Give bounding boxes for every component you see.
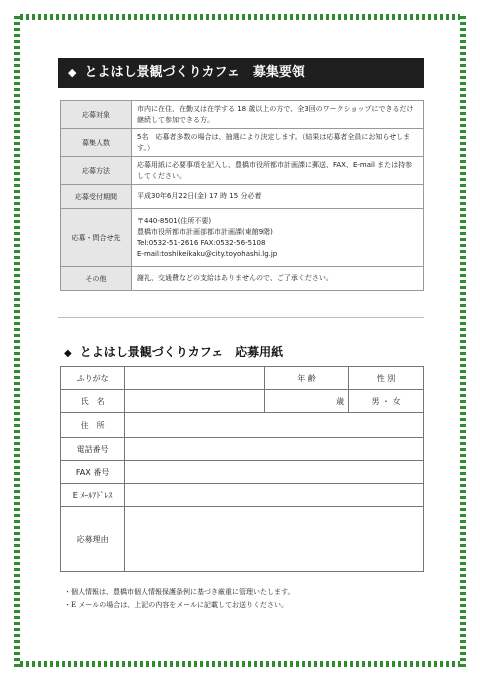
table-row: [61, 129, 424, 157]
table-row: [61, 413, 424, 438]
row-head: その他: [61, 267, 132, 291]
border-right: [460, 14, 466, 667]
email-line: E-mail:toshikeikaku@city.toyohashi.lg.jp: [137, 249, 278, 258]
row-value: 市内に在住、在勤又は在学する 18 歳以上の方で、全3回のワークショップにできるだけ継続して参加できる方。: [132, 101, 424, 129]
application-title: とよはし景観づくりカフェ 応募用紙: [79, 345, 284, 359]
table-row: [61, 185, 424, 209]
row-head: 応募方法: [61, 157, 132, 185]
reason-field[interactable]: [125, 507, 424, 572]
table-row: [61, 367, 424, 390]
address-label: 住 所: [61, 413, 125, 438]
office-line: 豊橋市役所都市計画部都市計画課(東館9階): [137, 227, 273, 236]
email-label: E ﾒｰﾙｱﾄﾞﾚｽ: [61, 484, 125, 507]
table-row: [61, 267, 424, 291]
phone-field[interactable]: [125, 438, 424, 461]
phone-label: 電話番号: [61, 438, 125, 461]
diamond-icon: ◆: [64, 348, 72, 359]
age-label: 年 齢: [264, 367, 348, 390]
application-heading: [64, 343, 283, 360]
table-row: [61, 438, 424, 461]
row-head: 応募・問合せ先: [61, 209, 132, 267]
table-row: [61, 507, 424, 572]
address-field[interactable]: [125, 413, 424, 438]
reason-label: 応募理由: [61, 507, 125, 572]
gender-field[interactable]: 男 ・ 女: [349, 390, 424, 413]
furigana-label: ふりがな: [61, 367, 125, 390]
row-value: 平成30年6月22日(金) 17 時 15 分必着: [132, 185, 424, 209]
row-head: 応募対象: [61, 101, 132, 129]
age-field[interactable]: [264, 390, 348, 413]
fax-field[interactable]: [125, 461, 424, 484]
border-left: [14, 14, 20, 667]
gender-label: 性 別: [349, 367, 424, 390]
tel-fax-line: Tel:0532-51-2616 FAX:0532-56-5108: [137, 238, 266, 247]
table-row: [61, 157, 424, 185]
name-label: 氏 名: [61, 390, 125, 413]
table-row: [61, 209, 424, 267]
row-value: 5名 応募者多数の場合は、抽選により決定します。（結果は応募者全員にお知らせします。）: [132, 129, 424, 157]
name-field[interactable]: [125, 390, 265, 413]
table-row: [61, 390, 424, 413]
row-head: 応募受付期間: [61, 185, 132, 209]
notes: [64, 586, 294, 612]
application-form: [60, 366, 424, 572]
recruitment-banner: [58, 58, 424, 88]
diamond-icon: ◆: [68, 66, 77, 79]
table-row: [61, 101, 424, 129]
border-bottom: [14, 661, 466, 667]
row-head: 募集人数: [61, 129, 132, 157]
fax-label: FAX 番号: [61, 461, 125, 484]
age-unit: 歳: [336, 396, 345, 406]
border-top: [14, 14, 466, 20]
section-divider: [58, 317, 424, 318]
furigana-field[interactable]: [125, 367, 265, 390]
recruitment-title: とよはし景観づくりカフェ 募集要領: [84, 65, 305, 80]
table-row: [61, 461, 424, 484]
row-value: 謝礼、交通費などの支給はありませんので、ご了承ください。: [132, 267, 424, 291]
table-row: [61, 484, 424, 507]
email-note: ・E メールの場合は、上記の内容をメールに記載してお送りください。: [64, 601, 289, 609]
privacy-note: ・個人情報は、豊橋市個人情報保護条例に基づき厳重に管理いたします。: [64, 588, 295, 596]
recruitment-table: [60, 100, 424, 291]
row-value: 応募用紙に必要事項を記入し、豊橋市役所都市計画課に郵送、FAX、E-mail または持参してください。: [132, 157, 424, 185]
postal-line: 〒440-8501(住所不要): [137, 216, 212, 225]
email-field[interactable]: [125, 484, 424, 507]
contact-cell: [132, 209, 424, 267]
